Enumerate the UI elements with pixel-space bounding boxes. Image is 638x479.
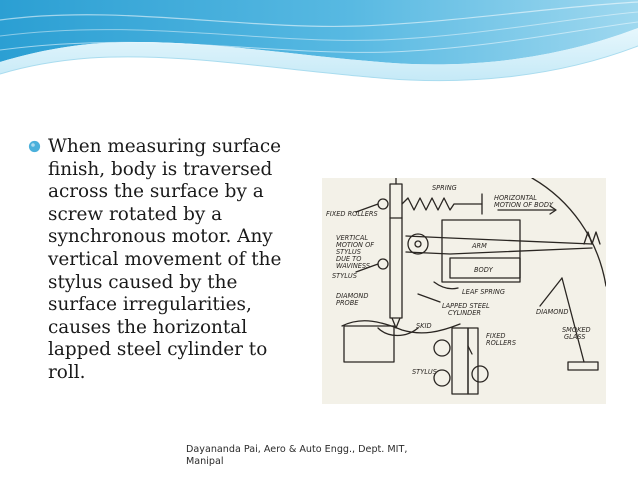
bullet-icon: [28, 140, 41, 153]
label-diamond-probe: PROBE: [336, 299, 359, 307]
label-vertical-motion: MOTION OF: [336, 241, 375, 249]
label-skid: SKID: [416, 322, 432, 330]
bullet-line: screw rotated by a: [48, 203, 223, 225]
label-fixed-rollers: FIXED ROLLERS: [326, 210, 378, 218]
bullet-line: roll.: [48, 361, 86, 383]
footer-line: Manipal: [186, 456, 224, 467]
bullet-text: [48, 136, 318, 385]
bullet-line: synchronous motor. Any: [48, 226, 273, 248]
bullet-line: across the surface by a: [48, 181, 264, 203]
label-horizontal-motion: HORIZONTAL: [494, 194, 537, 202]
label-smoked-glass: SMOKED: [562, 326, 591, 334]
label-smoked-glass: GLASS: [564, 333, 586, 341]
label-leaf-spring: LEAF SPRING: [462, 288, 505, 296]
label-arm: ARM: [472, 242, 487, 250]
label-lapped-cylinder: CYLINDER: [448, 309, 482, 317]
label-diamond: DIAMOND: [536, 308, 569, 316]
bullet-line: vertical movement of the: [48, 248, 282, 270]
surface-finish-instrument-diagram: [322, 178, 606, 404]
bullet-line: causes the horizontal: [48, 316, 248, 338]
label-spring: SPRING: [432, 184, 457, 192]
label-vertical-motion: VERTICAL: [336, 234, 369, 242]
bullet-line: finish, body is traversed: [48, 158, 273, 180]
label-fixed-rollers: ROLLERS: [486, 339, 517, 347]
label-body: BODY: [474, 266, 493, 274]
bullet-line: stylus caused by the: [48, 271, 238, 293]
label-lapped-cylinder: LAPPED STEEL: [442, 302, 490, 310]
label-stylus: STYLUS: [412, 368, 437, 376]
label-fixed-rollers: FIXED: [486, 332, 506, 340]
label-vertical-motion: STYLUS: [336, 248, 361, 256]
label-horizontal-motion: MOTION OF BODY: [494, 201, 553, 209]
footer-line: Dayananda Pai, Aero & Auto Engg., Dept. MIT,: [186, 444, 408, 455]
label-vertical-motion: DUE TO: [336, 255, 362, 263]
footer-credit: [186, 444, 446, 468]
label-stylus: STYLUS: [332, 272, 357, 280]
bullet-line: When measuring surface: [48, 136, 282, 157]
label-diamond-probe: DIAMOND: [336, 292, 369, 300]
bullet-line: surface irregularities,: [48, 294, 252, 316]
label-vertical-motion: WAVINESS: [336, 262, 371, 270]
bullet-line: lapped steel cylinder to: [48, 339, 268, 361]
header-wave-band: [0, 0, 638, 90]
